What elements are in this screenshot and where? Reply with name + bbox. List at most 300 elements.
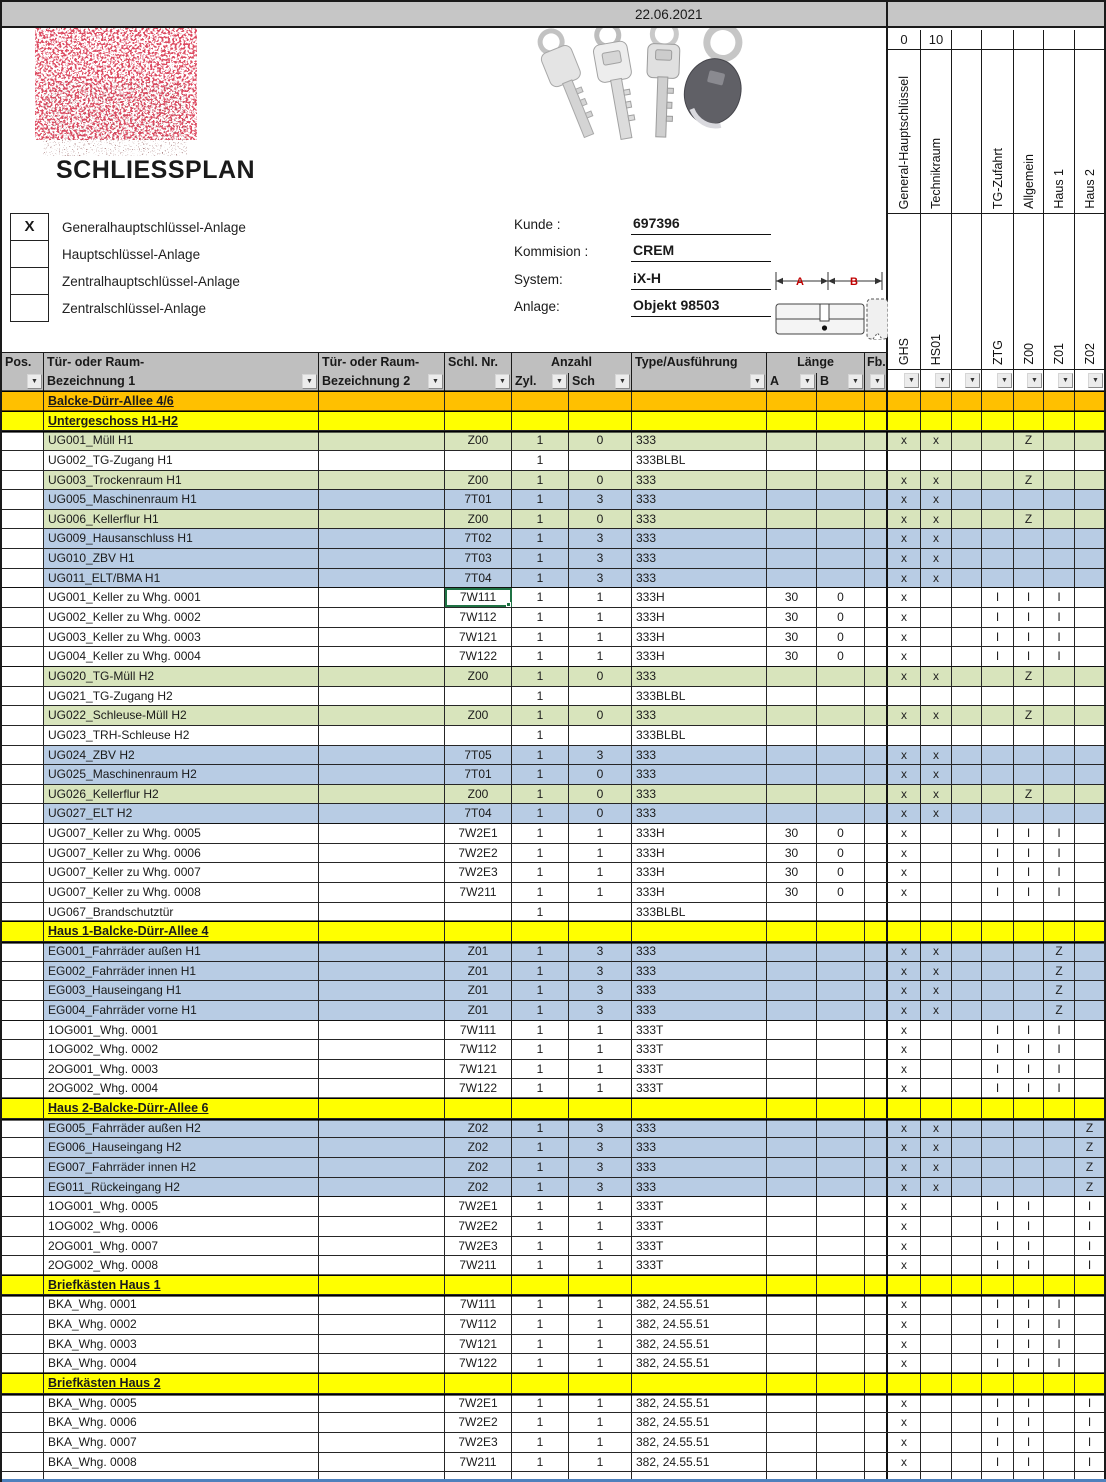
cell-laenge-b[interactable] [817,510,865,529]
cell-key-z02[interactable] [1075,1394,1104,1413]
cell-fb[interactable] [865,1354,888,1373]
cell-key-ghs[interactable] [888,392,921,411]
checkbox-3[interactable] [10,267,49,295]
cell-key-z02[interactable] [1075,1295,1104,1314]
cell-key-ghs[interactable] [888,1295,921,1314]
cell-laenge-a[interactable] [767,981,817,1000]
cell-key-ghs[interactable] [888,490,921,509]
cell-laenge-b[interactable] [817,1178,865,1197]
cell-anzahl-sch[interactable] [569,1394,632,1413]
cell-key-hs01[interactable] [921,824,952,843]
cell-pos[interactable] [2,883,44,902]
cell-laenge-b[interactable] [817,1354,865,1373]
cell-anzahl-sch[interactable] [569,1060,632,1079]
cell-key-z02[interactable] [1075,1060,1104,1079]
cell-bezeichnung2[interactable] [319,431,445,450]
cell-key-ztg[interactable] [982,726,1014,745]
filter-button-key-Z00[interactable]: ▼ [1027,373,1042,388]
cell-key-ztg[interactable] [982,1178,1014,1197]
cell-key-ztg[interactable] [982,981,1014,1000]
cell-laenge-a[interactable] [767,1453,817,1472]
key-code-blank2[interactable] [952,214,982,370]
cell-key-ztg[interactable] [982,608,1014,627]
cell-laenge-b[interactable] [817,1040,865,1059]
cell-key-ghs[interactable] [888,962,921,981]
cell-fb[interactable] [865,1001,888,1020]
key-count-Z01[interactable] [1044,30,1075,50]
cell-type[interactable] [632,1021,767,1040]
cell-key-z00[interactable] [1014,471,1044,490]
cell-type[interactable] [632,687,767,706]
cell-key-blank[interactable] [952,706,982,725]
cell-bezeichnung2[interactable] [319,903,445,922]
cell-key-blank[interactable] [952,451,982,470]
cell-key-z00[interactable] [1014,431,1044,450]
cell-anzahl-zyl[interactable] [512,1295,569,1314]
cell-schl-nr[interactable] [445,824,512,843]
cell-bezeichnung1[interactable] [44,1315,319,1334]
cell-bezeichnung1[interactable] [44,942,319,961]
key-count-Z00[interactable] [1014,30,1044,50]
cell-key-z01[interactable] [1044,922,1075,941]
cell-key-z01[interactable] [1044,863,1075,882]
cell-key-blank[interactable] [952,1413,982,1432]
cell-bezeichnung2[interactable] [319,608,445,627]
cell-laenge-b[interactable] [817,922,865,941]
cell-laenge-a[interactable] [767,1374,817,1393]
cell-laenge-a[interactable] [767,903,817,922]
cell-anzahl-sch[interactable] [569,706,632,725]
cell-anzahl-zyl[interactable] [512,392,569,411]
cell-anzahl-zyl[interactable] [512,746,569,765]
cell-fb[interactable] [865,1178,888,1197]
cell-key-z00[interactable] [1014,1354,1044,1373]
cell-type[interactable] [632,412,767,431]
cell-laenge-a[interactable] [767,1158,817,1177]
cell-key-z02[interactable] [1075,549,1104,568]
cell-key-ztg[interactable] [982,824,1014,843]
cell-pos[interactable] [2,1237,44,1256]
cell-key-blank[interactable] [952,412,982,431]
cell-bezeichnung2[interactable] [319,687,445,706]
cell-key-z00[interactable] [1014,608,1044,627]
cell-key-z01[interactable] [1044,844,1075,863]
cell-bezeichnung1[interactable] [44,1178,319,1197]
cell-schl-nr[interactable] [445,431,512,450]
cell-key-hs01[interactable] [921,726,952,745]
cell-key-z01[interactable] [1044,510,1075,529]
cell-laenge-a[interactable] [767,746,817,765]
filter-button-key-blank2[interactable]: ▼ [965,373,980,388]
cell-key-z00[interactable] [1014,1315,1044,1334]
cell-fb[interactable] [865,529,888,548]
cell-type[interactable] [632,490,767,509]
cell-laenge-a[interactable] [767,1315,817,1334]
cell-key-ghs[interactable] [888,726,921,745]
cell-schl-nr[interactable] [445,1433,512,1452]
cell-key-z00[interactable] [1014,1040,1044,1059]
cell-type[interactable] [632,942,767,961]
cell-schl-nr[interactable] [445,687,512,706]
cell-key-hs01[interactable] [921,588,952,607]
key-label-blank2[interactable] [952,50,982,214]
cell-laenge-b[interactable] [817,1335,865,1354]
filter-button-key-Z01[interactable]: ▼ [1058,373,1073,388]
cell-pos[interactable] [2,412,44,431]
filter-button-zyl[interactable]: ▼ [552,374,567,389]
cell-key-z02[interactable] [1075,1256,1104,1275]
cell-bezeichnung1[interactable] [44,1197,319,1216]
cell-type[interactable] [632,1315,767,1334]
cell-key-ztg[interactable] [982,746,1014,765]
cell-key-ghs[interactable] [888,1138,921,1157]
cell-key-z01[interactable] [1044,746,1075,765]
cell-key-ghs[interactable] [888,1276,921,1295]
cell-key-z02[interactable] [1075,1119,1104,1138]
cell-anzahl-zyl[interactable] [512,1040,569,1059]
key-count-GHS[interactable]: 0 [888,30,921,50]
cell-key-hs01[interactable] [921,667,952,686]
cell-laenge-b[interactable] [817,608,865,627]
cell-laenge-b[interactable] [817,1099,865,1118]
cell-key-ztg[interactable] [982,1021,1014,1040]
cell-key-z00[interactable] [1014,628,1044,647]
cell-laenge-a[interactable] [767,608,817,627]
cell-key-ztg[interactable] [982,667,1014,686]
cell-schl-nr[interactable] [445,1256,512,1275]
filter-button-pos[interactable]: ▼ [27,374,42,389]
cell-key-ztg[interactable] [982,804,1014,823]
cell-key-blank[interactable] [952,1295,982,1314]
cell-laenge-a[interactable] [767,431,817,450]
cell-key-z02[interactable] [1075,667,1104,686]
cell-anzahl-zyl[interactable] [512,647,569,666]
cell-key-ghs[interactable] [888,1158,921,1177]
cell-key-ghs[interactable] [888,1119,921,1138]
cell-key-ztg[interactable] [982,922,1014,941]
cell-key-z01[interactable] [1044,687,1075,706]
cell-fb[interactable] [865,608,888,627]
cell-bezeichnung1[interactable] [44,687,319,706]
key-label-ZTG[interactable] [982,50,1014,214]
cell-pos[interactable] [2,1079,44,1098]
cell-anzahl-sch[interactable] [569,1138,632,1157]
cell-bezeichnung1[interactable] [44,844,319,863]
cell-pos[interactable] [2,726,44,745]
cell-laenge-a[interactable] [767,1001,817,1020]
cell-key-z01[interactable] [1044,1295,1075,1314]
cell-pos[interactable] [2,1256,44,1275]
cell-key-hs01[interactable] [921,1060,952,1079]
cell-schl-nr[interactable] [445,726,512,745]
cell-fb[interactable] [865,863,888,882]
cell-anzahl-zyl[interactable] [512,1354,569,1373]
cell-pos[interactable] [2,549,44,568]
cell-anzahl-zyl[interactable] [512,1001,569,1020]
cell-key-hs01[interactable] [921,1394,952,1413]
cell-key-ztg[interactable] [982,962,1014,981]
cell-anzahl-zyl[interactable] [512,451,569,470]
cell-pos[interactable] [2,1197,44,1216]
cell-key-ghs[interactable] [888,804,921,823]
cell-bezeichnung1[interactable] [44,392,319,411]
cell-key-z02[interactable] [1075,962,1104,981]
cell-anzahl-zyl[interactable] [512,1197,569,1216]
cell-key-z02[interactable] [1075,1138,1104,1157]
cell-key-hs01[interactable] [921,804,952,823]
cell-bezeichnung2[interactable] [319,1374,445,1393]
cell-laenge-b[interactable] [817,1453,865,1472]
cell-anzahl-zyl[interactable] [512,1079,569,1098]
cell-pos[interactable] [2,451,44,470]
cell-anzahl-zyl[interactable] [512,1433,569,1452]
cell-schl-nr[interactable] [445,1335,512,1354]
cell-schl-nr[interactable] [445,903,512,922]
cell-laenge-a[interactable] [767,726,817,745]
cell-key-z01[interactable] [1044,804,1075,823]
cell-key-hs01[interactable] [921,392,952,411]
filter-button-key-Z02[interactable]: ▼ [1088,373,1103,388]
cell-laenge-b[interactable] [817,667,865,686]
cell-type[interactable] [632,588,767,607]
cell-bezeichnung2[interactable] [319,1335,445,1354]
cell-pos[interactable] [2,1099,44,1118]
cell-key-blank[interactable] [952,1099,982,1118]
cell-anzahl-zyl[interactable] [512,569,569,588]
cell-laenge-a[interactable] [767,824,817,843]
cell-fb[interactable] [865,824,888,843]
cell-key-ztg[interactable] [982,1256,1014,1275]
cell-key-ztg[interactable] [982,883,1014,902]
cell-key-ghs[interactable] [888,608,921,627]
cell-key-z01[interactable] [1044,451,1075,470]
cell-bezeichnung2[interactable] [319,647,445,666]
cell-key-z02[interactable] [1075,922,1104,941]
cell-fb[interactable] [865,1237,888,1256]
cell-bezeichnung1[interactable] [44,608,319,627]
cell-bezeichnung1[interactable] [44,824,319,843]
cell-laenge-b[interactable] [817,392,865,411]
cell-key-ztg[interactable] [982,569,1014,588]
cell-pos[interactable] [2,1354,44,1373]
cell-laenge-b[interactable] [817,726,865,745]
cell-laenge-b[interactable] [817,942,865,961]
cell-fb[interactable] [865,922,888,941]
cell-bezeichnung1[interactable] [44,1138,319,1157]
cell-key-z00[interactable] [1014,824,1044,843]
cell-key-blank[interactable] [952,1158,982,1177]
cell-key-ghs[interactable] [888,1021,921,1040]
cell-bezeichnung2[interactable] [319,1060,445,1079]
cell-key-ztg[interactable] [982,1413,1014,1432]
cell-pos[interactable] [2,569,44,588]
cell-type[interactable] [632,471,767,490]
cell-type[interactable] [632,1433,767,1452]
cell-schl-nr[interactable] [445,608,512,627]
cell-key-z02[interactable] [1075,1453,1104,1472]
key-label-Z01[interactable] [1044,50,1075,214]
cell-key-blank[interactable] [952,1060,982,1079]
cell-anzahl-sch[interactable] [569,1001,632,1020]
cell-bezeichnung2[interactable] [319,1394,445,1413]
cell-bezeichnung1[interactable] [44,1001,319,1020]
cell-key-ghs[interactable] [888,746,921,765]
cell-schl-nr[interactable] [445,647,512,666]
cell-bezeichnung1[interactable] [44,863,319,882]
cell-schl-nr[interactable] [445,765,512,784]
cell-bezeichnung2[interactable] [319,1178,445,1197]
cell-anzahl-zyl[interactable] [512,510,569,529]
cell-key-ghs[interactable] [888,922,921,941]
cell-anzahl-sch[interactable] [569,1295,632,1314]
cell-key-hs01[interactable] [921,412,952,431]
cell-key-z00[interactable] [1014,667,1044,686]
cell-key-blank[interactable] [952,922,982,941]
cell-laenge-b[interactable] [817,647,865,666]
cell-anzahl-zyl[interactable] [512,490,569,509]
cell-key-z02[interactable] [1075,431,1104,450]
cell-key-hs01[interactable] [921,922,952,941]
cell-key-z01[interactable] [1044,392,1075,411]
cell-key-ghs[interactable] [888,471,921,490]
cell-key-z00[interactable] [1014,1079,1044,1098]
header-laenge[interactable]: Länge A ▼ B ▼ [767,353,865,391]
header-fb[interactable]: Fb. ▼ [865,353,888,391]
cell-key-z00[interactable] [1014,510,1044,529]
cell-type[interactable] [632,549,767,568]
key-label-GHS[interactable] [888,50,921,214]
cell-fb[interactable] [865,510,888,529]
cell-pos[interactable] [2,942,44,961]
cell-laenge-b[interactable] [817,588,865,607]
cell-type[interactable] [632,746,767,765]
cell-key-z02[interactable] [1075,785,1104,804]
cell-bezeichnung2[interactable] [319,1453,445,1472]
cell-schl-nr[interactable] [445,529,512,548]
cell-anzahl-sch[interactable] [569,431,632,450]
cell-type[interactable] [632,569,767,588]
cell-key-ztg[interactable] [982,647,1014,666]
cell-key-hs01[interactable] [921,903,952,922]
cell-bezeichnung2[interactable] [319,981,445,1000]
cell-key-z01[interactable] [1044,1060,1075,1079]
cell-key-hs01[interactable] [921,1295,952,1314]
cell-key-z00[interactable] [1014,1335,1044,1354]
cell-fb[interactable] [865,785,888,804]
cell-key-z02[interactable] [1075,1001,1104,1020]
cell-key-z01[interactable] [1044,588,1075,607]
header-pos[interactable]: Pos. ▼ [2,353,44,391]
cell-key-hs01[interactable] [921,1237,952,1256]
cell-key-hs01[interactable] [921,765,952,784]
key-filter-Z00[interactable] [1014,370,1044,392]
cell-laenge-a[interactable] [767,412,817,431]
cell-key-ztg[interactable] [982,1001,1014,1020]
cell-anzahl-sch[interactable] [569,1158,632,1177]
cell-pos[interactable] [2,647,44,666]
cell-laenge-b[interactable] [817,1394,865,1413]
cell-anzahl-zyl[interactable] [512,1256,569,1275]
cell-bezeichnung1[interactable] [44,1119,319,1138]
cell-laenge-b[interactable] [817,1021,865,1040]
cell-key-z00[interactable] [1014,1158,1044,1177]
cell-key-hs01[interactable] [921,1138,952,1157]
cell-key-blank[interactable] [952,1374,982,1393]
cell-schl-nr[interactable] [445,510,512,529]
cell-bezeichnung1[interactable] [44,804,319,823]
cell-key-blank[interactable] [952,844,982,863]
cell-key-ztg[interactable] [982,1433,1014,1452]
cell-key-z01[interactable] [1044,628,1075,647]
cell-key-ghs[interactable] [888,628,921,647]
cell-key-blank[interactable] [952,647,982,666]
cell-key-z00[interactable] [1014,1138,1044,1157]
info-value[interactable]: 697396 [631,215,771,235]
cell-schl-nr[interactable] [445,883,512,902]
cell-schl-nr[interactable] [445,1079,512,1098]
cell-key-hs01[interactable] [921,1021,952,1040]
cell-laenge-b[interactable] [817,824,865,843]
key-count-HS01[interactable]: 10 [921,30,952,50]
cell-laenge-b[interactable] [817,962,865,981]
cell-fb[interactable] [865,981,888,1000]
cell-bezeichnung2[interactable] [319,765,445,784]
cell-anzahl-sch[interactable] [569,1453,632,1472]
cell-fb[interactable] [865,942,888,961]
cell-laenge-b[interactable] [817,706,865,725]
cell-anzahl-zyl[interactable] [512,942,569,961]
cell-bezeichnung2[interactable] [319,510,445,529]
cell-key-ztg[interactable] [982,765,1014,784]
cell-bezeichnung2[interactable] [319,1040,445,1059]
cell-schl-nr[interactable] [445,569,512,588]
cell-bezeichnung1[interactable] [44,1276,319,1295]
cell-laenge-b[interactable] [817,471,865,490]
cell-key-hs01[interactable] [921,706,952,725]
cell-pos[interactable] [2,588,44,607]
cell-fb[interactable] [865,667,888,686]
cell-laenge-b[interactable] [817,1237,865,1256]
cell-key-ghs[interactable] [888,1001,921,1020]
cell-type[interactable] [632,1237,767,1256]
cell-key-ghs[interactable] [888,687,921,706]
cell-type[interactable] [632,1335,767,1354]
cell-key-ztg[interactable] [982,431,1014,450]
cell-key-z00[interactable] [1014,706,1044,725]
cell-type[interactable] [632,1197,767,1216]
cell-key-z02[interactable] [1075,903,1104,922]
cell-key-z02[interactable] [1075,451,1104,470]
cell-schl-nr[interactable] [445,1119,512,1138]
cell-anzahl-zyl[interactable] [512,785,569,804]
cell-type[interactable] [632,844,767,863]
cell-key-ghs[interactable] [888,647,921,666]
cell-key-z00[interactable] [1014,962,1044,981]
cell-anzahl-sch[interactable] [569,804,632,823]
cell-type[interactable] [632,1158,767,1177]
cell-bezeichnung2[interactable] [319,863,445,882]
cell-bezeichnung1[interactable] [44,746,319,765]
cell-bezeichnung1[interactable] [44,1335,319,1354]
cell-anzahl-zyl[interactable] [512,863,569,882]
cell-laenge-b[interactable] [817,431,865,450]
cell-pos[interactable] [2,1315,44,1334]
cell-laenge-a[interactable] [767,1197,817,1216]
cell-pos[interactable] [2,922,44,941]
cell-key-z01[interactable] [1044,1178,1075,1197]
cell-key-z01[interactable] [1044,1276,1075,1295]
cell-key-ztg[interactable] [982,490,1014,509]
